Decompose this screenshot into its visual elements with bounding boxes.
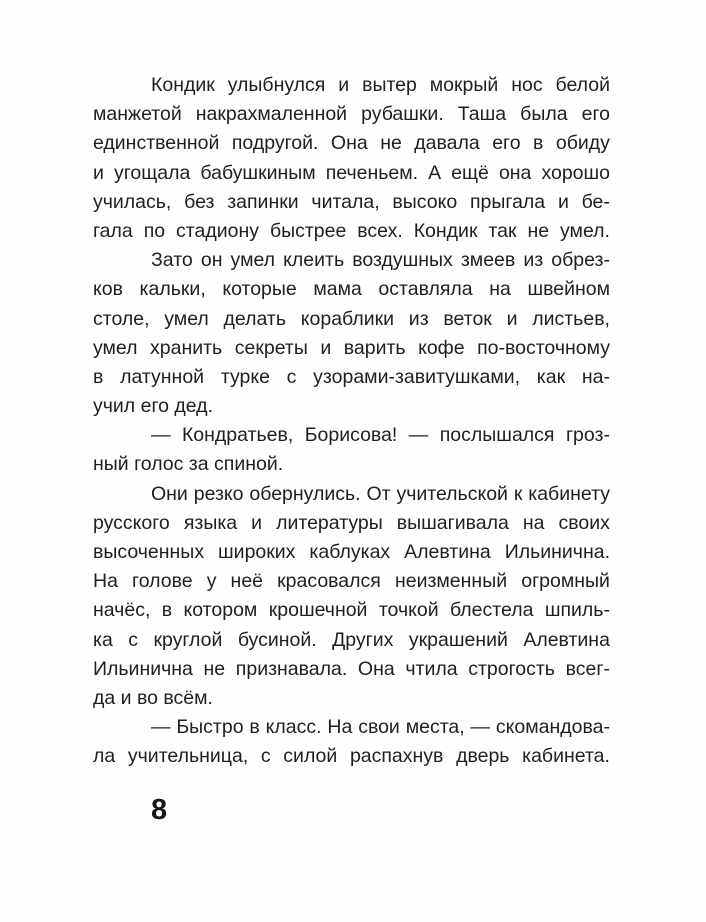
text-line: учил его дед. [93, 395, 213, 418]
text-line: На голове у неё красовался неизменный огромный [93, 570, 610, 593]
text-line: Они резко обернулись. От учительской к кабинету [151, 482, 610, 505]
text-line: и угощала бабушкиным печеньем. А ещё она хорошо [93, 161, 610, 184]
text-line: высоченных широких каблуках Алевтина Ильинична. [93, 541, 610, 563]
text-line: манжетой накрахмаленной рубашки. Таша была его [93, 103, 610, 126]
text-block [93, 71, 610, 772]
text-line: — Быстро в класс. На свои места, — скомандова- [151, 716, 610, 739]
text-line: умел хранить секреты и варить кофе по-восточному [93, 336, 610, 359]
text-line: Зато он умел клеить воздушных змеев из обрез- [151, 249, 610, 272]
text-line: русского языка и литературы вышагивала на своих [93, 511, 610, 534]
text-line: ла учительница, с силой распахнув дверь кабинета. [93, 745, 610, 768]
text-line: единственной подругой. Она не давала его в обиду [93, 132, 610, 155]
text-line: да и во всём. [93, 686, 213, 709]
text-line: ков кальки, которые мама оставляла на швейном [93, 278, 610, 301]
text-line: гала по стадиону быстрее всех. Кондик так не умел. [93, 219, 610, 242]
text-line: училась, без запинки читала, высоко прыгала и бе- [93, 190, 610, 213]
text-line: — Кондратьев, Борисова! — послышался гроз- [151, 424, 610, 447]
text-line: Ильинична не признавала. Она чтила строгость всег- [93, 657, 610, 680]
text-line: столе, умел делать кораблики из веток и листьев, [93, 307, 610, 330]
text-line: в латунной турке с узорами-завитушками, как на- [93, 365, 610, 388]
text-line: ка с круглой бусиной. Других украшений Алевтина [93, 628, 610, 651]
page-number: 8 [151, 794, 168, 826]
text-line: Кондик улыбнулся и вытер мокрый нос белой [151, 74, 610, 96]
text-line: ный голос за спиной. [93, 453, 284, 476]
text-line: начёс, в котором крошечной точкой блестела шпиль- [93, 599, 610, 622]
